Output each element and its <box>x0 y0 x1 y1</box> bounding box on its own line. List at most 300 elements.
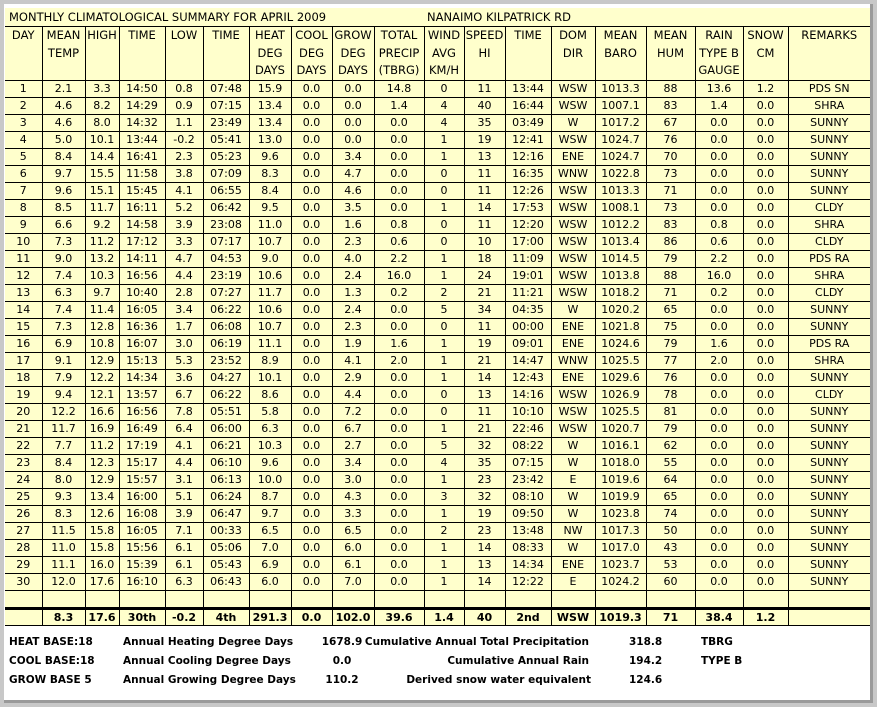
table-cell: 0.0 <box>291 609 332 626</box>
table-cell: 7.8 <box>165 404 203 421</box>
table-cell: 7.4 <box>42 268 85 285</box>
table-cell: 1017.2 <box>595 115 646 132</box>
table-cell: SUNNY <box>788 574 870 591</box>
table-cell: WSW <box>551 183 595 200</box>
table-cell: 0.0 <box>743 455 788 472</box>
table-cell: 16.0 <box>374 268 424 285</box>
table-cell: 11 <box>464 404 505 421</box>
table-cell: 0.0 <box>374 574 424 591</box>
table-cell: 16:08 <box>119 506 165 523</box>
table-cell: 0.0 <box>291 115 332 132</box>
table-row <box>5 115 870 132</box>
table-cell: 16:56 <box>119 268 165 285</box>
column-header-line: TEMP <box>47 45 80 60</box>
table-cell: 19 <box>464 506 505 523</box>
column-header <box>42 27 85 81</box>
column-header-line: DEG <box>257 45 283 60</box>
table-cell: 15:56 <box>119 540 165 557</box>
table-cell: 7.0 <box>249 540 291 557</box>
table-cell: 0.0 <box>291 81 332 98</box>
cum-rain-value: 194.2 <box>629 655 663 667</box>
table-cell: 65 <box>646 489 695 506</box>
table-cell: 5.3 <box>165 353 203 370</box>
table-cell: 1.6 <box>332 217 374 234</box>
table-cell: 1 <box>424 200 464 217</box>
table-cell: 07:15 <box>505 455 551 472</box>
table-cell: 50 <box>646 523 695 540</box>
table-cell: 4.6 <box>332 183 374 200</box>
table-cell: 16 <box>5 336 42 353</box>
table-cell: 1 <box>424 574 464 591</box>
table-cell: 15 <box>5 319 42 336</box>
column-header-line: PRECIP <box>378 45 420 60</box>
column-header-line: DAYS <box>296 63 327 77</box>
table-cell: 1020.2 <box>595 302 646 319</box>
table-cell: 0.0 <box>743 319 788 336</box>
table-cell: 0.0 <box>291 421 332 438</box>
table-cell: SUNNY <box>788 149 870 166</box>
table-cell: 1026.9 <box>595 387 646 404</box>
table-cell: 62 <box>646 438 695 455</box>
table-cell: 4th <box>203 609 249 626</box>
table-cell: 12 <box>5 268 42 285</box>
table-cell: 14 <box>464 200 505 217</box>
table-cell: 1008.1 <box>595 200 646 217</box>
table-cell: 16:07 <box>119 336 165 353</box>
table-cell: 18 <box>5 370 42 387</box>
table-cell: 0.0 <box>695 149 743 166</box>
table-cell: 0.0 <box>291 183 332 200</box>
table-cell: 0.0 <box>695 166 743 183</box>
table-cell: 10 <box>464 234 505 251</box>
table-cell: 6.5 <box>332 523 374 540</box>
table-cell: 13.0 <box>249 132 291 149</box>
table-cell: 1013.3 <box>595 183 646 200</box>
table-cell: 1 <box>424 506 464 523</box>
table-cell: 0.0 <box>695 557 743 574</box>
table-cell: 8.4 <box>249 183 291 200</box>
table-cell: 0.0 <box>291 251 332 268</box>
table-cell: 0.0 <box>374 149 424 166</box>
table-cell: SUNNY <box>788 183 870 200</box>
table-cell <box>695 591 743 609</box>
table-cell: 81 <box>646 404 695 421</box>
table-cell: 14.4 <box>85 149 119 166</box>
table-cell: 14:16 <box>505 387 551 404</box>
table-cell: 0.0 <box>374 115 424 132</box>
table-cell: 17 <box>5 353 42 370</box>
table-cell: 12:22 <box>505 574 551 591</box>
table-cell: 15:57 <box>119 472 165 489</box>
table-cell: 0.0 <box>291 234 332 251</box>
table-cell: 7 <box>5 183 42 200</box>
table-cell: 1022.8 <box>595 166 646 183</box>
table-cell: 18 <box>464 251 505 268</box>
cum-rain-unit: TYPE B <box>701 655 743 667</box>
table-cell: 1.3 <box>332 285 374 302</box>
table-cell: 24 <box>5 472 42 489</box>
table-cell: 1.6 <box>374 336 424 353</box>
table-cell: 14:34 <box>505 557 551 574</box>
table-cell: 83 <box>646 98 695 115</box>
table-cell: 2.3 <box>332 234 374 251</box>
table-cell: 13:48 <box>505 523 551 540</box>
table-cell: 14 <box>464 540 505 557</box>
table-cell: 6.3 <box>165 574 203 591</box>
column-header-line: DEG <box>298 45 325 60</box>
table-cell <box>505 591 551 609</box>
table-cell: 76 <box>646 132 695 149</box>
table-cell: 0.0 <box>374 421 424 438</box>
table-cell: 0.0 <box>743 506 788 523</box>
table-cell: 4.6 <box>42 98 85 115</box>
table-cell: 5.1 <box>165 489 203 506</box>
snow-equiv-label: Derived snow water equivalent <box>406 674 591 686</box>
table-cell: 11 <box>464 166 505 183</box>
table-cell: 0.9 <box>165 98 203 115</box>
table-cell: 34 <box>464 302 505 319</box>
table-cell: 0.0 <box>374 489 424 506</box>
table-cell: 24 <box>464 268 505 285</box>
table-row <box>5 523 870 540</box>
table-cell: 64 <box>646 472 695 489</box>
table-cell: 0.0 <box>291 132 332 149</box>
table-cell: 4 <box>424 115 464 132</box>
table-cell: 11.7 <box>249 285 291 302</box>
table-row <box>5 217 870 234</box>
column-header <box>505 27 551 81</box>
table-cell: 35 <box>464 115 505 132</box>
column-header-line: LOW <box>170 28 198 42</box>
table-cell: 11:09 <box>505 251 551 268</box>
table-cell: 30 <box>5 574 42 591</box>
column-header <box>374 27 424 81</box>
table-cell: 23:19 <box>203 268 249 285</box>
table-cell: 0 <box>424 217 464 234</box>
table-cell: 1024.7 <box>595 149 646 166</box>
table-cell: PDS RA <box>788 336 870 353</box>
annual-cooling-label: Annual Cooling Degree Days <box>123 655 291 667</box>
table-cell: 19 <box>464 132 505 149</box>
table-cell <box>595 591 646 609</box>
table-cell: 0.0 <box>743 302 788 319</box>
table-cell: 1024.7 <box>595 132 646 149</box>
table-cell: 0.0 <box>695 574 743 591</box>
table-row <box>5 200 870 217</box>
table-row <box>5 404 870 421</box>
table-row <box>5 472 870 489</box>
table-cell: 0 <box>424 234 464 251</box>
table-cell: 0 <box>424 81 464 98</box>
table-cell <box>165 591 203 609</box>
table-cell: SUNNY <box>788 472 870 489</box>
climate-table <box>5 27 870 626</box>
table-cell: 7.3 <box>42 319 85 336</box>
column-header-line: RAIN <box>705 28 733 42</box>
table-cell: 14 <box>464 370 505 387</box>
column-header-line: TIME <box>212 28 240 42</box>
table-cell: 3.4 <box>165 302 203 319</box>
table-cell: 05:51 <box>203 404 249 421</box>
table-cell: 0.0 <box>332 132 374 149</box>
table-cell: 0.0 <box>374 404 424 421</box>
table-cell: 2.4 <box>332 302 374 319</box>
table-cell: 0 <box>424 166 464 183</box>
column-header <box>332 27 374 81</box>
table-cell: 8.7 <box>249 489 291 506</box>
table-cell: 0.0 <box>291 557 332 574</box>
table-cell: 0.0 <box>374 472 424 489</box>
table-cell: 09:01 <box>505 336 551 353</box>
table-cell: 1 <box>424 540 464 557</box>
table-cell: 0.8 <box>165 81 203 98</box>
table-cell: 11.2 <box>85 438 119 455</box>
annual-heating-value: 1678.9 <box>321 636 363 648</box>
table-cell: 4 <box>5 132 42 149</box>
table-cell: 12:43 <box>505 370 551 387</box>
table-cell: 13:57 <box>119 387 165 404</box>
table-cell: 10 <box>5 234 42 251</box>
table-cell: 1.2 <box>743 81 788 98</box>
table-cell: 25 <box>5 489 42 506</box>
table-cell: 16:44 <box>505 98 551 115</box>
table-cell: 21 <box>464 421 505 438</box>
table-cell: 13 <box>464 387 505 404</box>
table-cell: 06:13 <box>203 472 249 489</box>
table-cell: 15:13 <box>119 353 165 370</box>
table-cell: 70 <box>646 149 695 166</box>
cum-precip-value: 318.8 <box>629 636 663 648</box>
table-cell <box>788 591 870 609</box>
table-cell: 10.0 <box>249 472 291 489</box>
table-cell: 5 <box>424 438 464 455</box>
table-cell: -0.2 <box>165 609 203 626</box>
table-cell <box>332 591 374 609</box>
table-cell: 8.4 <box>42 455 85 472</box>
table-cell: 5 <box>424 302 464 319</box>
table-cell: 13.4 <box>249 98 291 115</box>
table-cell: 0.0 <box>743 336 788 353</box>
table-cell: 0.0 <box>695 472 743 489</box>
table-cell: 5.8 <box>249 404 291 421</box>
table-cell: 06:00 <box>203 421 249 438</box>
table-cell: 0.0 <box>695 421 743 438</box>
heat-base: HEAT BASE:18 <box>9 636 93 648</box>
table-cell: WSW <box>551 421 595 438</box>
table-cell: SHRA <box>788 217 870 234</box>
table-cell: 1019.3 <box>595 609 646 626</box>
table-cell: 9.1 <box>42 353 85 370</box>
table-cell: W <box>551 540 595 557</box>
table-cell: 1021.8 <box>595 319 646 336</box>
table-cell: 8.4 <box>42 149 85 166</box>
table-cell: 23:08 <box>203 217 249 234</box>
table-cell: 1013.3 <box>595 81 646 98</box>
table-cell: E <box>551 574 595 591</box>
table-cell: 23 <box>464 523 505 540</box>
table-cell: 9.7 <box>42 166 85 183</box>
table-cell: SUNNY <box>788 319 870 336</box>
table-cell: 0.0 <box>291 506 332 523</box>
table-cell: 0.0 <box>743 540 788 557</box>
table-cell: 23 <box>464 472 505 489</box>
table-cell: 1025.5 <box>595 404 646 421</box>
table-cell: 06:47 <box>203 506 249 523</box>
table-cell <box>743 591 788 609</box>
table-cell: 0.0 <box>695 438 743 455</box>
table-cell <box>464 591 505 609</box>
table-cell: 73 <box>646 166 695 183</box>
table-cell: 3.3 <box>332 506 374 523</box>
table-cell: 2.2 <box>374 251 424 268</box>
table-cell: ENE <box>551 370 595 387</box>
table-cell: 2 <box>424 523 464 540</box>
table-cell: 10.6 <box>249 268 291 285</box>
table-cell: 13:44 <box>119 132 165 149</box>
table-cell: PDS SN <box>788 81 870 98</box>
column-header-line: CM <box>756 45 775 60</box>
table-cell: 6.0 <box>332 540 374 557</box>
table-cell <box>5 591 42 609</box>
table-cell: 16:00 <box>119 489 165 506</box>
table-cell: 11 <box>464 319 505 336</box>
table-cell: 67 <box>646 115 695 132</box>
table-row <box>5 557 870 574</box>
table-cell: 0.0 <box>695 115 743 132</box>
table-cell: SUNNY <box>788 557 870 574</box>
table-cell: 0.0 <box>332 98 374 115</box>
table-cell: 12.0 <box>42 574 85 591</box>
table-cell: 71 <box>646 183 695 200</box>
table-cell: 0.0 <box>743 234 788 251</box>
table-cell: 3.3 <box>85 81 119 98</box>
table-cell: 40 <box>464 98 505 115</box>
report-window <box>4 4 873 703</box>
table-cell: 8.3 <box>249 166 291 183</box>
table-cell: 8.3 <box>42 506 85 523</box>
table-cell <box>374 591 424 609</box>
table-cell: 6.1 <box>165 557 203 574</box>
table-cell: 0.0 <box>695 302 743 319</box>
table-cell: 2nd <box>505 609 551 626</box>
table-cell: 05:41 <box>203 132 249 149</box>
table-cell: 11.7 <box>42 421 85 438</box>
table-cell: 16:05 <box>119 523 165 540</box>
table-cell: 14:47 <box>505 353 551 370</box>
column-header-line: DAYS <box>338 63 368 77</box>
table-cell <box>119 591 165 609</box>
table-cell: 9.3 <box>42 489 85 506</box>
table-cell: 0.0 <box>374 540 424 557</box>
table-cell: 0.0 <box>291 370 332 387</box>
table-row <box>5 421 870 438</box>
column-header <box>743 27 788 81</box>
table-cell: W <box>551 489 595 506</box>
table-cell: 3.4 <box>332 149 374 166</box>
table-cell: 3 <box>424 489 464 506</box>
table-cell: 23:42 <box>505 472 551 489</box>
table-row <box>5 319 870 336</box>
table-cell: 0.0 <box>291 540 332 557</box>
table-cell: 11 <box>464 183 505 200</box>
blank-row <box>5 591 870 609</box>
table-cell: 07:09 <box>203 166 249 183</box>
table-cell: 0.0 <box>743 387 788 404</box>
table-cell: 06:22 <box>203 302 249 319</box>
column-header-line: DAY <box>11 28 35 42</box>
table-cell: 1 <box>424 421 464 438</box>
table-cell: 22:46 <box>505 421 551 438</box>
table-cell: 7.0 <box>332 574 374 591</box>
column-header-line: TOTAL <box>380 28 418 42</box>
table-cell: -0.2 <box>165 132 203 149</box>
table-cell: 0.0 <box>291 166 332 183</box>
table-cell: ENE <box>551 319 595 336</box>
column-header-line: DAYS <box>255 63 285 77</box>
table-cell: 16:35 <box>505 166 551 183</box>
table-cell: 6.4 <box>165 421 203 438</box>
table-cell: 6.3 <box>249 421 291 438</box>
table-cell: 11.0 <box>249 217 291 234</box>
table-cell: 1017.3 <box>595 523 646 540</box>
table-cell: SUNNY <box>788 421 870 438</box>
table-cell: 38.4 <box>695 609 743 626</box>
table-cell: WSW <box>551 217 595 234</box>
table-cell: 14:11 <box>119 251 165 268</box>
table-cell: 26 <box>5 506 42 523</box>
table-cell: 4.7 <box>165 251 203 268</box>
table-row <box>5 506 870 523</box>
table-cell: 9 <box>5 217 42 234</box>
table-cell: ENE <box>551 336 595 353</box>
column-header <box>464 27 505 81</box>
table-cell: 0.0 <box>291 353 332 370</box>
table-cell: 1 <box>424 149 464 166</box>
table-cell: 5.0 <box>42 132 85 149</box>
table-cell: 10.1 <box>85 132 119 149</box>
table-cell: 0 <box>424 387 464 404</box>
table-cell: 1.1 <box>165 115 203 132</box>
table-cell: 12.6 <box>85 506 119 523</box>
table-cell: 0.0 <box>695 404 743 421</box>
table-cell: 21 <box>464 285 505 302</box>
table-cell: 1024.6 <box>595 336 646 353</box>
table-cell: 4.1 <box>165 438 203 455</box>
table-cell: 8.0 <box>42 472 85 489</box>
table-row <box>5 489 870 506</box>
table-cell: 13.6 <box>695 81 743 98</box>
table-cell: 4.3 <box>332 489 374 506</box>
table-row <box>5 455 870 472</box>
cum-precip-unit: TBRG <box>701 636 733 648</box>
column-header-line: HUM <box>657 45 684 60</box>
table-cell: 1 <box>424 557 464 574</box>
table-cell: 5 <box>5 149 42 166</box>
column-header-line: SNOW <box>747 28 784 42</box>
table-cell: 0.8 <box>695 217 743 234</box>
table-cell: 17.6 <box>85 574 119 591</box>
table-cell: 16:41 <box>119 149 165 166</box>
table-cell: 06:22 <box>203 387 249 404</box>
column-header <box>203 27 249 81</box>
column-header <box>165 27 203 81</box>
table-cell: 1 <box>424 370 464 387</box>
table-cell: WNW <box>551 166 595 183</box>
table-cell: 2.4 <box>332 268 374 285</box>
table-cell: 0.0 <box>743 115 788 132</box>
table-cell: 07:15 <box>203 98 249 115</box>
table-cell: W <box>551 302 595 319</box>
